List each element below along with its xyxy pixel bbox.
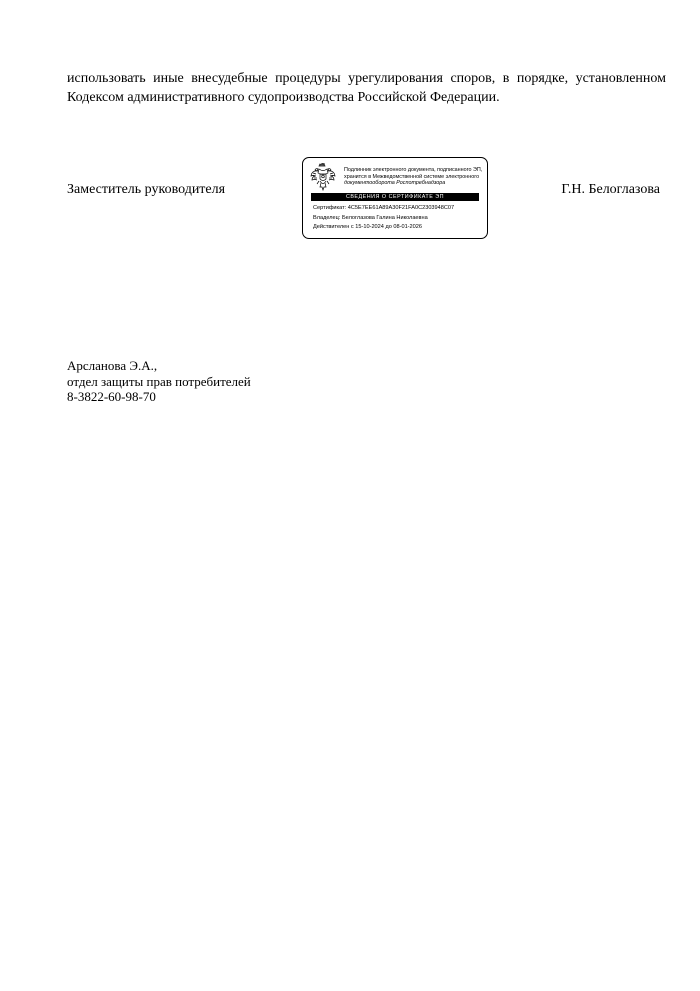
stamp-header-line-1: Подлинник электронного документа, подписанного ЭП, [344, 167, 483, 173]
executor-name: Арсланова Э.А., [67, 358, 158, 373]
stamp-header-line-3: документооборота Роспотребнадзора [344, 180, 446, 187]
certificate-owner: Владелец: Белоглазова Галина Николаевна [313, 215, 428, 221]
certificate-validity: Действителен с 15-10-2024 до 08-01-2026 [313, 224, 422, 230]
signer-name: Г.Н. Белоглазова [561, 182, 660, 197]
certificate-number: Сертификат: 4C5E7EE61A89A30F21FA0C2303948C07 [313, 205, 455, 211]
paragraph-line-2: Кодексом административного судопроизводства Российской Федерации. [67, 90, 500, 105]
certificate-info-title: СВЕДЕНИЯ О СЕРТИФИКАТЕ ЭП [311, 193, 479, 201]
executor-phone: 8-3822-60-98-70 [67, 389, 156, 404]
paragraph-line-1: использовать иные внесудебные процедуры урегулирования споров, в порядке, установленном [67, 71, 666, 86]
russian-coat-of-arms-icon [310, 163, 336, 191]
signer-position: Заместитель руководителя [67, 182, 226, 197]
executor-department: отдел защиты прав потребителей [67, 373, 251, 389]
stamp-header [344, 167, 484, 187]
stamp-header-line-2: хранится в Межведомственной системе электронного [344, 173, 480, 180]
closing-paragraph [67, 69, 666, 107]
electronic-signature-stamp [302, 157, 488, 239]
executor-contact [67, 358, 251, 405]
